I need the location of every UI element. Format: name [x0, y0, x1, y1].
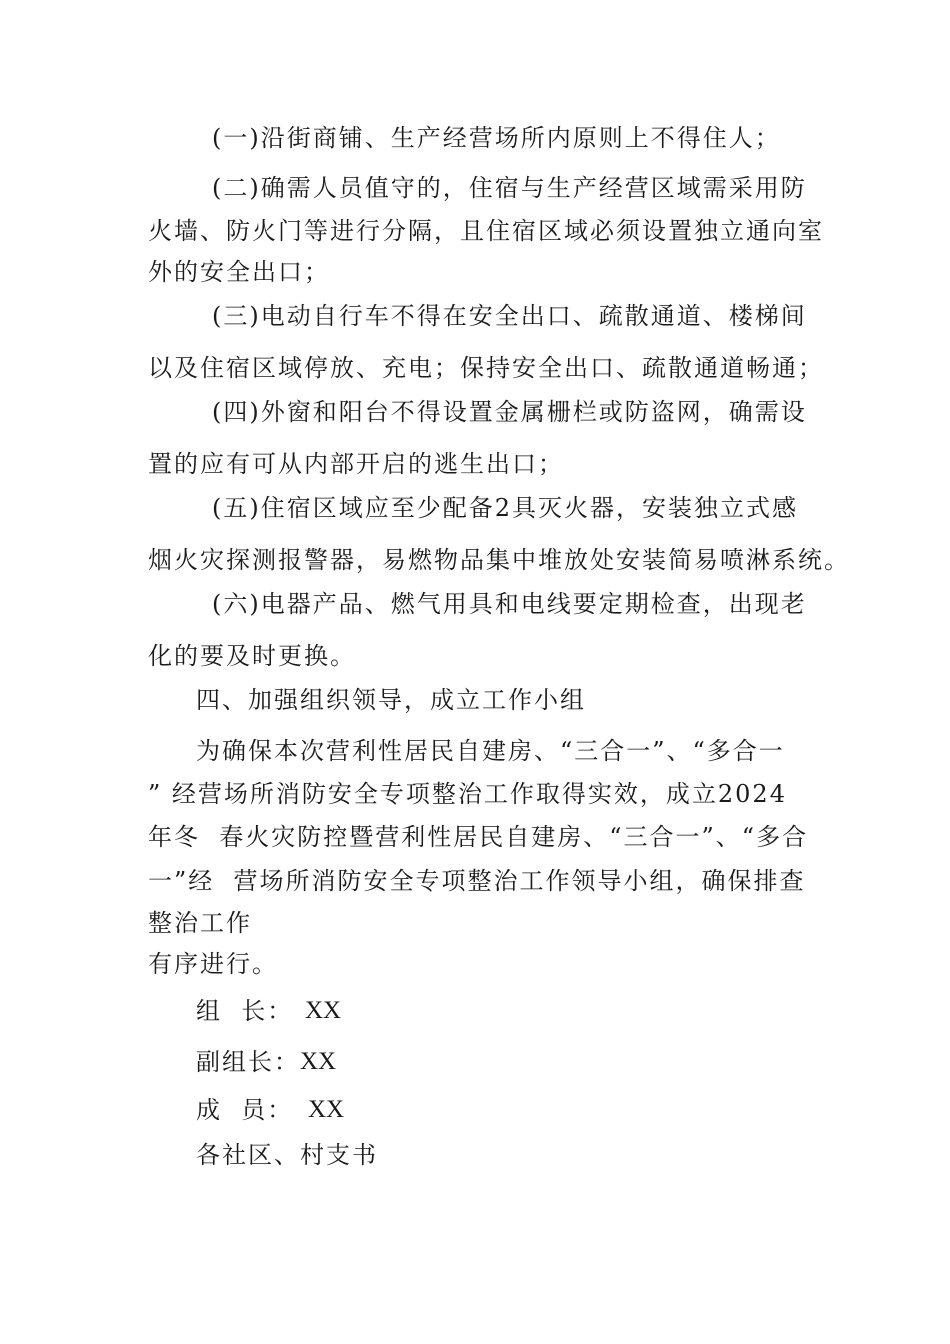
leader-label: 组 长：: [196, 997, 294, 1025]
paragraph-line: 年冬 春火灾防控暨营利性居民自建房、“三合一”、“多合: [148, 823, 809, 851]
paragraph-line: 有序进行。: [148, 950, 278, 978]
member-value: XX: [308, 1096, 345, 1123]
paragraph-line: (二)确需人员值守的，住宿与生产经营区域需采用防: [212, 174, 807, 202]
paragraph-line: 以及住宿区域停放、充电；保持安全出口、疏散通道畅通；: [148, 354, 824, 382]
paragraph-line: 置的应有可从内部开启的逃生出口；: [148, 450, 564, 478]
paragraph-line: 烟火灾探测报警器，易燃物品集中堆放处安装简易喷淋系统。: [148, 546, 850, 574]
deputy-label: 副组长：: [196, 1048, 300, 1076]
paragraph-line: 整治工作: [148, 909, 252, 937]
member-label: 成 员：: [196, 1096, 294, 1124]
paragraph-line: (一)沿街商铺、生产经营场所内原则上不得住人；: [212, 124, 781, 152]
paragraph-line: 为确保本次营利性居民自建房、“三合一”、“多合一: [196, 737, 785, 765]
member-list-line: 各社区、村支书: [196, 1141, 378, 1169]
section-heading: 四、加强组织领导，成立工作小组: [196, 686, 586, 714]
paragraph-line: 火墙、防火门等进行分隔，且住宿区域必须设置独立通向室: [148, 217, 824, 245]
paragraph-line: (六)电器产品、燃气用具和电线要定期检查，出现老: [212, 590, 807, 618]
paragraph-line: (五)住宿区域应至少配备2具灭火器，安装独立式感: [212, 494, 798, 522]
paragraph-line: ” 经营场所消防安全专项整治工作取得实效，成立2024: [148, 780, 787, 808]
leader-value: XX: [305, 997, 342, 1024]
paragraph-line: (四)外窗和阳台不得设置金属栅栏或防盗网，确需设: [212, 398, 807, 426]
deputy-value: XX: [300, 1048, 337, 1075]
paragraph-line: (三)电动自行车不得在安全出口、疏散通道、楼梯间: [212, 302, 807, 330]
paragraph-line: 一”经 营场所消防安全专项整治工作领导小组，确保排查: [148, 867, 806, 895]
paragraph-line: 外的安全出口；: [148, 258, 330, 286]
paragraph-line: 化的要及时更换。: [148, 642, 356, 670]
